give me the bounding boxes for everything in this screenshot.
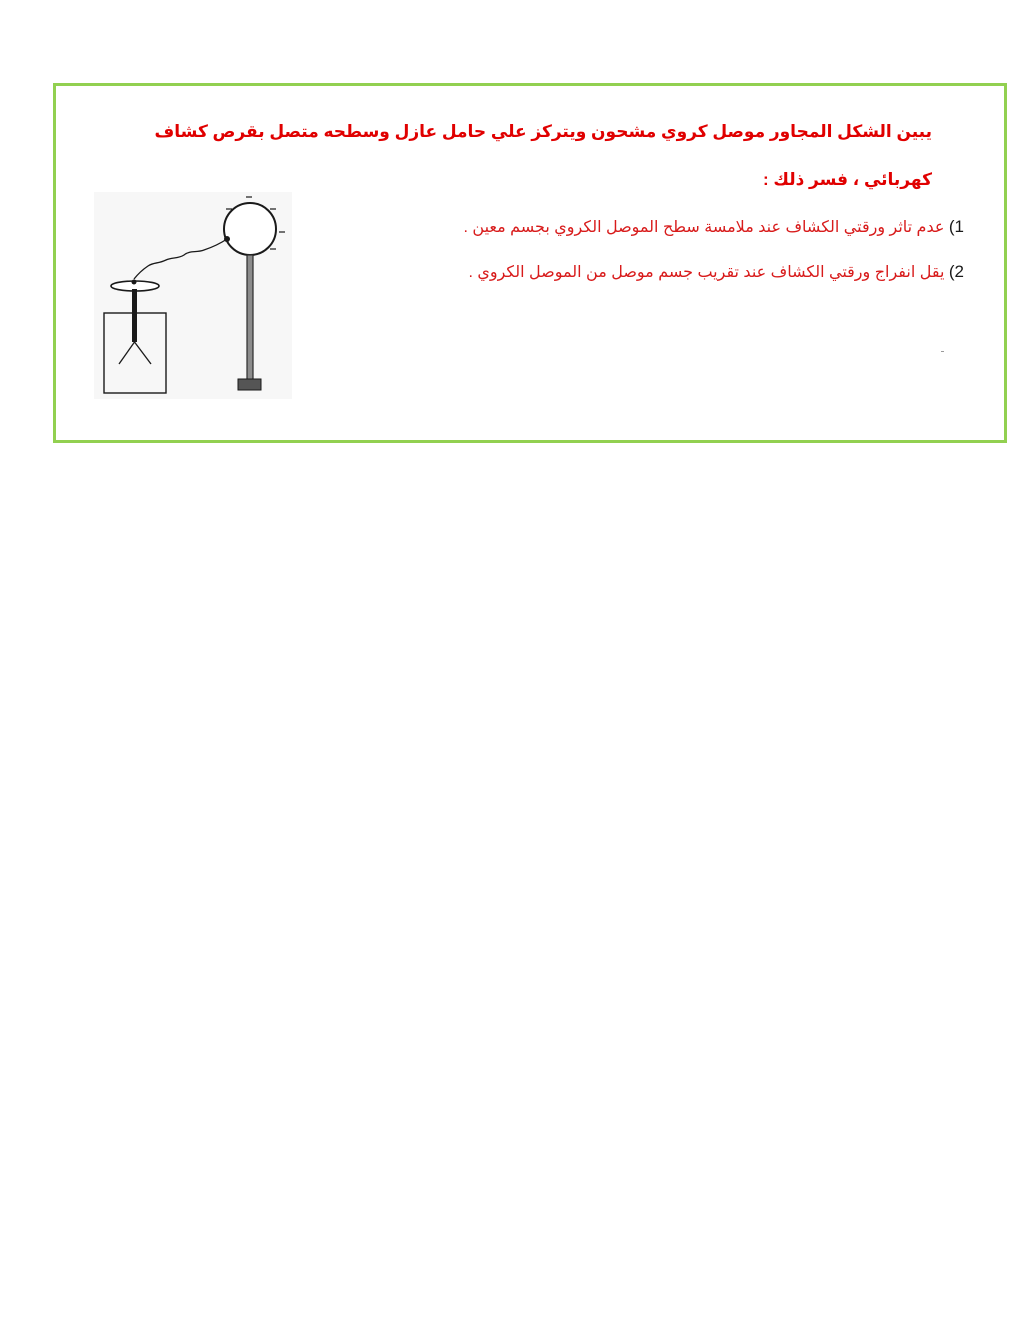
electroscope-figure (94, 192, 292, 399)
question-prompt-line-1: يبين الشكل المجاور موصل كروي مشحون ويتركز علي حامل عازل وسطحه متصل بقرص كشاف (154, 122, 932, 141)
sub-question-2 (468, 262, 964, 282)
insulating-stand (247, 255, 253, 380)
question-box (53, 83, 1007, 443)
charged-sphere (224, 203, 276, 255)
sub-question-1-text: عدم تاثر ورقتي الكشاف عند ملامسة سطح الموصل الكروي بجسم معين . (463, 219, 945, 236)
connecting-wire (134, 239, 227, 279)
electroscope-leaves (119, 342, 151, 364)
electroscope-rod (132, 289, 137, 342)
sub-question-1 (464, 217, 965, 237)
sub-question-2-text: يقل انفراج ورقتي الكشاف عند تقريب جسم موصل من الموصل الكروي . (468, 264, 945, 281)
question-prompt-line-2: كهربائي ، فسر ذلك : (763, 170, 932, 189)
electroscope-diagram (94, 192, 292, 399)
stray-mark (941, 351, 944, 352)
disc-contact-point (132, 280, 137, 285)
stand-base (238, 379, 261, 390)
sub-question-2-number: 2) (948, 262, 964, 281)
sub-question-1-number: 1) (948, 217, 964, 236)
